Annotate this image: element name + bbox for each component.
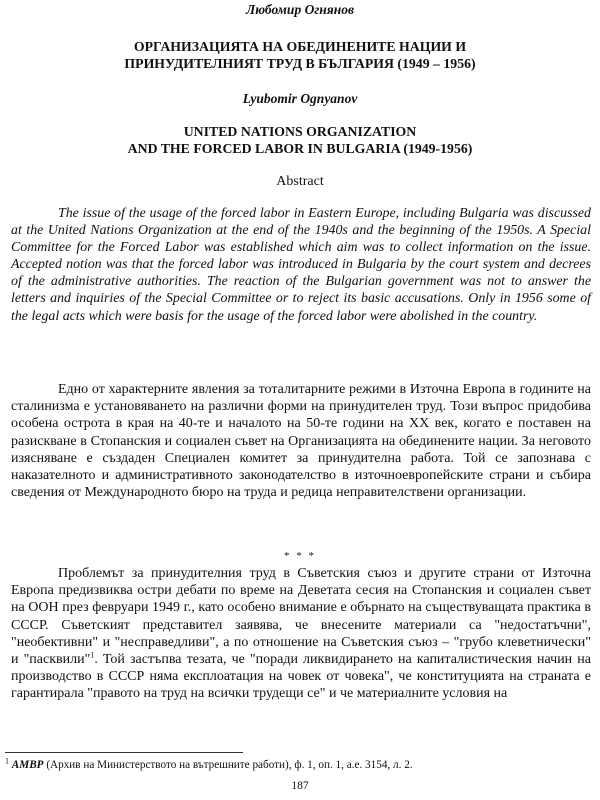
footnote-source-abbreviation: АМВР (11, 759, 44, 771)
article-title-english (0, 123, 600, 157)
author-name-english: Lyubomir Ognyanov (242, 91, 358, 106)
paragraph-2-text-start: Проблемът за принудителния труд в Съветския съюз и другите страни от Източна Европа предизвиква остри дебати по време на Деветата сесия на Стопанския и социален съвет на ООН през февруари 1949 г., като особено внимание е обърнато на съществуващата практика в СССР. Съветският представител заявява, че внесените материали са "недостатъчни", "необективни" и "несправедливи", а по отношение на Съветския съюз – "грубо клеветнически" и "пасквили" (11, 566, 591, 668)
title-bg-line-2: ПРИНУДИТЕЛНИЯТ ТРУД В БЪЛГАРИЯ (1949 – 1956) (124, 56, 476, 71)
article-title-bulgarian (0, 38, 600, 72)
abstract-text: The issue of the usage of the forced labor in Eastern Europe, including Bulgaria was discussed at the United Nations Organization at the end of the 1940s and the beginning of the 1950s. A Special Committee for the Forced Labor was established which aim was to collect information on the issue. Accepted notion was that the forced labor was introduced in Bulgaria by the court system and decrees of the administrative authorities. The reaction of the Bulgarian government was not to answer the letters and inquiries of the Special Committee or to reject its basic accusations. Only in 1956 some of the legal acts which were basis for the usage of the forced labor were abolished in the country. (11, 206, 591, 324)
footnote-number: 1 (5, 756, 9, 766)
footnote (5, 756, 595, 771)
title-bg-line-1: ОРГАНИЗАЦИЯТА НА ОБЕДИНЕНИТЕ НАЦИИ И (133, 39, 467, 54)
title-en-line-2: AND THE FORCED LABOR IN BULGARIA (1949-1956) (127, 141, 473, 156)
abstract-heading: Abstract (276, 174, 324, 189)
footnote-divider (5, 752, 243, 753)
footnote-text: (Архив на Министерството на вътрешните работи), ф. 1, оп. 1, а.е. 3154, л. 2. (43, 759, 413, 771)
paragraph-2-text-end: . Той застъпва тезата, че "поради ликвидирането на капиталистическия начин на производство в СССР няма експлоатация на човек от човека", че конституцията на страната е гарантирала "правото на труд на всички трудещи се" и че материалните условия на (11, 652, 591, 702)
page-number: 187 (291, 780, 309, 792)
body-paragraph-2 (11, 565, 591, 703)
footnote-reference[interactable]: 1 (90, 650, 95, 660)
author-name-bulgarian: Любомир Огнянов (245, 2, 355, 17)
section-separator: * * * (284, 550, 316, 562)
title-en-line-1: UNITED NATIONS ORGANIZATION (183, 124, 417, 139)
body-paragraph-1: Едно от характерните явления за тоталитарните режими в Източна Европа в годините на сталинизма е установяването на различни форми на принудителен труд. Този въпрос придобива особена острота в края на 40-те и началото на 50-те години на XX век, когато е поставен на разискване в Стопанския и социален съвет на Организацията на обединените нации. За неговото изясняване е създаден Специален комитет за принудителна работа. Той се запознава с наказателното и административното законодателство в източноевропейските страни и събира сведения от Международното бюро на труда и редица неправителствени организации. (11, 382, 591, 501)
